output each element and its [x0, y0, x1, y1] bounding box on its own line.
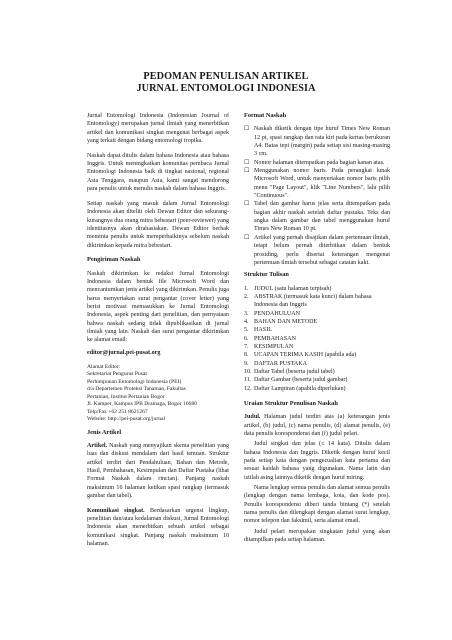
- address-line: d/a Departemen Proteksi Tanaman, Fakultas: [87, 386, 186, 392]
- heading-pengiriman: Pengiriman Naskah: [87, 256, 141, 264]
- structure-item: 9. DAFTAR PUSTAKA: [244, 360, 308, 367]
- judul-paragraph-2: Judul singkat dan jelas (≤ 14 kata). Ditulis dalam bahasa Indonesia dan Inggris. Diketik dengan huruf kecil pada setiap kata dengan pengecualian kata pertama dan sesuai kaidah bahasa yang digunakan. Nama latin dan istilah asing lainnya diketik dengan huruf miring.: [244, 441, 390, 481]
- structure-item: 3. PENDAHULUAN: [244, 310, 301, 317]
- heading-format-naskah: Format Naskah: [244, 112, 287, 119]
- address-line: Jl. Kamper, Kampus IPB Dramaga, Bogor 16680: [87, 401, 197, 407]
- address-line: Sekretariat Pengurus Pusat: [87, 371, 147, 377]
- checkbox-bullet-icon: ☐: [244, 201, 250, 208]
- structure-item: 5. HASIL: [244, 327, 272, 334]
- editor-address: [87, 364, 229, 424]
- intro-paragraph-2: Naskah dapat ditulis dalam bahasa Indonesia atau bahasa Inggris. Untuk meningkatkan komunitas pembaca Jurnal Entomologi Indonesia baik di tingkat nasional, regional Asia Tenggara, maupun Asia, kami sangat mendorong para penulis untuk menulis naskah dalam bahasa Inggris.: [87, 152, 229, 193]
- format-item: ☐ Nomor halaman ditempatkan pada bagian kanan atas.: [244, 159, 385, 166]
- judul-lead: Judul.: [244, 414, 261, 421]
- intro-paragraph-1: Jurnal Entomologi Indonesia (Indonesian Journal of Entomology) merupakan jurnal ilmiah yang menerbitkan artikel dan komunikasi singkat mengenai berbagai aspek yang terkait dengan bidang entomologi tropika.: [87, 113, 229, 145]
- checkbox-bullet-icon: ☐: [244, 234, 250, 241]
- format-item: ☐ Artikel yang pernah disajikan dalam pertemuan ilmiah, tetapi belum pernah diterbitkan dalam bentuk prosiding, perlu disertai keterangan mengenai pertemuan ilmiah tersebut sebagai catatan kaki.: [244, 234, 390, 266]
- structure-item: 6. PEMBAHASAN: [244, 335, 296, 342]
- checkbox-bullet-icon: ☐: [244, 159, 250, 166]
- judul-paragraph: [244, 413, 390, 438]
- komunikasi-paragraph: [87, 507, 229, 549]
- heading-struktur-tulisan: Struktur Tulisan: [244, 271, 289, 279]
- komunikasi-text: Berdasarkan urgensi lingkup, penelitian dan/atau kedalaman diskusi, Jurnal Entomologi Indonesia akan menerbitkan sebuah artikel sebagai komunikasi singkat. Panjang naskah maksimum 10 halaman.: [87, 507, 229, 548]
- artikel-lead: Artikel.: [87, 442, 108, 449]
- judul-paragraph-3: Nama lengkap semua penulis dan alamat semua penulis (lengkap dengan nama lembaga, kota, dan kode pos). Penulis korespondensi diberi tanda bintang (*) setelah nama penulis dan dilengkapi dengan alamat surat lengkap, nomor telepon dan faksimil, serta alamat email.: [244, 485, 390, 525]
- structure-item: 1. JUDUL (satu halaman terpisah): [244, 285, 332, 292]
- editor-email[interactable]: editor@jurnal.pei-pusat.org: [87, 349, 161, 356]
- address-line: Telp/Fax +62 251 8621267: [87, 408, 148, 415]
- format-item: ☐ Menggunakan nomor baris. Pada perangkat lunak Microsoft Word, untuk menyertakan nomor baris pilih menu "Page Layout", klik "Line Numbers", lalu pilih "Continuous".: [244, 168, 390, 200]
- format-item: ☐ Naskah diketik dengan tipe huruf Times New Roman 12 pt, spasi rangkap dan rata kiri pada kertas berukuran A4. Batas tepi (margin) pada setiap sisi masing-masing 3 cm.: [244, 126, 390, 158]
- document-title-line-1: PEDOMAN PENULISAN ARTIKEL: [143, 71, 309, 82]
- structure-item: 4. BAHAN DAN METODE: [244, 318, 318, 325]
- artikel-paragraph: [87, 442, 229, 500]
- structure-item: 10. Daftar Tabel (beserta judul tabel): [244, 368, 335, 375]
- address-line: Pertanian, Institut Pertanian Bogor: [87, 393, 165, 400]
- submission-paragraph: Naskah dikirimkan ke redaksi Jurnal Entomologi Indonesia dalam bentuk file Microsoft Word dan mencantumkan jenis artikel yang dikirimkan. Penulis juga harus menyertakan surat pengantar (cover letter) yang berisi motivasi memasukkan ke Jurnal Entomologi Indonesia, aspek penting dari penelitian, dan pernyataan bahwa naskah sedang tidak dipublikasikan di jurnal ilmiah yang lain. Naskah dan surat pengantar dikirimkan ke alamat email:: [87, 270, 229, 344]
- checkbox-bullet-icon: ☐: [244, 168, 250, 175]
- address-line: Perhimpunan Entomologi Indonesia (PEI): [87, 378, 182, 385]
- judul-text: Halaman judul terdiri atas (a) keterangan jenis artikel, (b) judul, (c) nama penulis, (d) alamat penulis, (e) data penulis korespondensi dan (f) judul pelari.: [244, 414, 390, 438]
- address-label: Alamat Editor:: [87, 363, 121, 370]
- structure-item: 11. Daftar Gambar (beserta judul gambar): [244, 377, 348, 384]
- judul-paragraph-4: Judul pelari merupakan singkatan judul yang akan ditampilkan pada setiap halaman.: [244, 528, 390, 544]
- document-title-line-2: JURNAL ENTOMOLOGI INDONESIA: [136, 83, 316, 94]
- structure-item: 8. UCAPAN TERIMA KASIH (apabila ada): [244, 352, 357, 359]
- checkbox-bullet-icon: ☐: [244, 126, 250, 133]
- heading-jenis-artikel: Jenis Artikel: [87, 428, 122, 436]
- left-column: [87, 112, 229, 555]
- structure-item: 7. KESIMPULAN: [244, 343, 294, 350]
- artikel-text: Naskah yang menyajikan skema penelitian yang luas dan diskusi mendalam dari hasil temuan. Struktur artikel terdiri dari Pendahuluan, Bahan dan Metode, Hasil, Pembahasan, Kesimpulan dan Daftar Pustaka (lihat Format Naskah dalam rincian). Panjang naskah maksimum 16 halaman ketikan spasi rangkap (termasuk gambar dan tabel).: [87, 442, 229, 499]
- structure-item: 2. ABSTRAK (termasuk kata kunci) dalam bahasa Indonesia dan Inggris: [244, 293, 372, 309]
- right-column: [244, 112, 390, 551]
- format-item: ☐ Tabel dan gambar harus jelas serta ditempatkan pada bagian akhir naskah setelah daftar pustaka. Teks dan angka dalam gambar dan tabel menggunakan huruf Times New Roman 10 pt.: [244, 201, 390, 233]
- komunikasi-lead: Komunikasi singkat.: [87, 507, 145, 514]
- heading-uraian-struktur: Uraian Struktur Penulisan Naskah: [244, 400, 338, 407]
- structure-item: 12. Daftar Lampiran (apabila diperlukan): [244, 385, 346, 392]
- intro-paragraph-3: Setiap naskah yang masuk dalam Jurnal Entomologi Indonesia akan diteliti oleh Dewan Editor dan sekurang-kurangnya dua orang mitra bebestari (peer-reviewer) yang identitasnya akan dirahasiakan. Dewan Editor berhak meminta penulis untuk memperbaikinya sebelum naskah dikirimkan kepada mitra bebestari.: [87, 200, 229, 249]
- address-website[interactable]: Website: http://pei-pusat.org/jurnal: [87, 416, 166, 422]
